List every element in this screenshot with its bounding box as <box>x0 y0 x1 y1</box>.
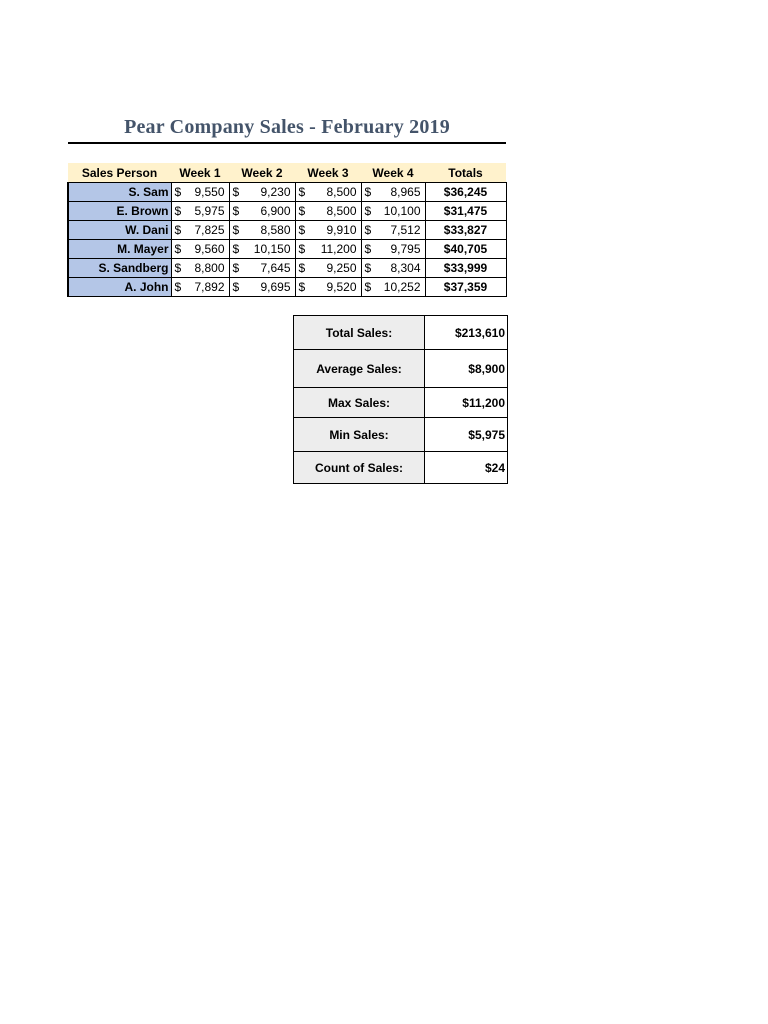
week-2-cell[interactable] <box>229 240 295 259</box>
currency-symbol: $ <box>232 242 240 256</box>
week-value: 8,580 <box>260 223 291 237</box>
week-value: 8,800 <box>194 261 225 275</box>
summary-value[interactable]: $24 <box>425 452 508 484</box>
week-2-cell[interactable] <box>229 259 295 278</box>
currency-symbol: $ <box>232 223 240 237</box>
currency-symbol: $ <box>174 204 182 218</box>
week-3-cell[interactable] <box>295 259 361 278</box>
week-4-cell[interactable] <box>361 202 425 221</box>
week-2-cell[interactable] <box>229 202 295 221</box>
sales-person-name[interactable]: S. Sandberg <box>68 259 171 278</box>
summary-label[interactable]: Average Sales: <box>294 350 425 388</box>
week-2-cell[interactable] <box>229 183 295 202</box>
header-week-2: Week 2 <box>229 163 295 183</box>
currency-symbol: $ <box>364 261 372 275</box>
currency-symbol: $ <box>232 280 240 294</box>
week-value: 9,250 <box>326 261 357 275</box>
table-row <box>68 278 506 297</box>
sales-table-header-row <box>68 163 506 183</box>
week-4-cell[interactable] <box>361 240 425 259</box>
sales-person-name[interactable]: W. Dani <box>68 221 171 240</box>
week-value: 8,500 <box>326 185 357 199</box>
week-value: 8,965 <box>390 185 421 199</box>
sales-person-name[interactable]: M. Mayer <box>68 240 171 259</box>
week-value: 8,500 <box>326 204 357 218</box>
table-row <box>68 221 506 240</box>
week-3-cell[interactable] <box>295 240 361 259</box>
table-row <box>68 259 506 278</box>
currency-symbol: $ <box>364 280 372 294</box>
summary-row <box>294 388 508 418</box>
summary-value[interactable]: $5,975 <box>425 418 508 452</box>
week-3-cell[interactable] <box>295 202 361 221</box>
sales-person-name[interactable]: S. Sam <box>68 183 171 202</box>
currency-symbol: $ <box>364 242 372 256</box>
sales-table-body <box>68 183 506 297</box>
week-3-cell[interactable] <box>295 183 361 202</box>
header-week-4: Week 4 <box>361 163 425 183</box>
week-value: 10,100 <box>383 204 421 218</box>
week-value: 10,252 <box>383 280 421 294</box>
summary-value[interactable]: $8,900 <box>425 350 508 388</box>
currency-symbol: $ <box>232 185 240 199</box>
table-row <box>68 240 506 259</box>
week-1-cell[interactable] <box>171 259 229 278</box>
currency-symbol: $ <box>364 204 372 218</box>
summary-label[interactable]: Count of Sales: <box>294 452 425 484</box>
page-title: Pear Company Sales - February 2019 <box>124 116 450 138</box>
header-sales-person: Sales Person <box>68 163 171 183</box>
week-value: 9,910 <box>326 223 357 237</box>
row-total-cell[interactable]: $36,245 <box>425 183 506 202</box>
header-week-3: Week 3 <box>295 163 361 183</box>
sales-person-name[interactable]: A. John <box>68 278 171 297</box>
title-underline <box>68 142 506 144</box>
sales-table <box>67 163 507 297</box>
table-row <box>68 183 506 202</box>
row-total-cell[interactable]: $37,359 <box>425 278 506 297</box>
week-1-cell[interactable] <box>171 278 229 297</box>
week-value: 7,512 <box>390 223 421 237</box>
currency-symbol: $ <box>298 242 306 256</box>
week-1-cell[interactable] <box>171 183 229 202</box>
summary-row <box>294 350 508 388</box>
summary-row <box>294 316 508 350</box>
currency-symbol: $ <box>364 185 372 199</box>
currency-symbol: $ <box>174 280 182 294</box>
week-value: 9,795 <box>390 242 421 256</box>
week-value: 9,560 <box>194 242 225 256</box>
currency-symbol: $ <box>174 223 182 237</box>
week-value: 6,900 <box>260 204 291 218</box>
currency-symbol: $ <box>232 204 240 218</box>
summary-table <box>293 315 508 484</box>
currency-symbol: $ <box>298 204 306 218</box>
currency-symbol: $ <box>174 261 182 275</box>
row-total-cell[interactable]: $31,475 <box>425 202 506 221</box>
currency-symbol: $ <box>298 261 306 275</box>
week-value: 5,975 <box>194 204 225 218</box>
currency-symbol: $ <box>298 223 306 237</box>
summary-row <box>294 418 508 452</box>
week-3-cell[interactable] <box>295 278 361 297</box>
week-value: 7,645 <box>260 261 291 275</box>
week-1-cell[interactable] <box>171 202 229 221</box>
summary-value[interactable]: $11,200 <box>425 388 508 418</box>
week-3-cell[interactable] <box>295 221 361 240</box>
currency-symbol: $ <box>232 261 240 275</box>
summary-value[interactable]: $213,610 <box>425 316 508 350</box>
row-total-cell[interactable]: $40,705 <box>425 240 506 259</box>
currency-symbol: $ <box>364 223 372 237</box>
week-1-cell[interactable] <box>171 240 229 259</box>
week-4-cell[interactable] <box>361 278 425 297</box>
week-value: 8,304 <box>390 261 421 275</box>
currency-symbol: $ <box>298 185 306 199</box>
sales-person-name[interactable]: E. Brown <box>68 202 171 221</box>
week-2-cell[interactable] <box>229 221 295 240</box>
week-value: 7,892 <box>194 280 225 294</box>
currency-symbol: $ <box>174 242 182 256</box>
week-value: 9,695 <box>260 280 291 294</box>
week-4-cell[interactable] <box>361 221 425 240</box>
week-value: 11,200 <box>320 242 357 256</box>
week-value: 10,150 <box>253 242 291 256</box>
header-week-1: Week 1 <box>171 163 229 183</box>
summary-label[interactable]: Total Sales: <box>294 316 425 350</box>
row-total-cell[interactable]: $33,999 <box>425 259 506 278</box>
row-total-cell[interactable]: $33,827 <box>425 221 506 240</box>
week-value: 9,520 <box>326 280 357 294</box>
week-2-cell[interactable] <box>229 278 295 297</box>
week-4-cell[interactable] <box>361 259 425 278</box>
currency-symbol: $ <box>298 280 306 294</box>
summary-label[interactable]: Max Sales: <box>294 388 425 418</box>
table-row <box>68 202 506 221</box>
header-totals: Totals <box>425 163 506 183</box>
week-4-cell[interactable] <box>361 183 425 202</box>
week-value: 9,550 <box>194 185 225 199</box>
week-value: 7,825 <box>194 223 225 237</box>
week-1-cell[interactable] <box>171 221 229 240</box>
summary-row <box>294 452 508 484</box>
currency-symbol: $ <box>174 185 182 199</box>
week-value: 9,230 <box>260 185 291 199</box>
summary-label[interactable]: Min Sales: <box>294 418 425 452</box>
